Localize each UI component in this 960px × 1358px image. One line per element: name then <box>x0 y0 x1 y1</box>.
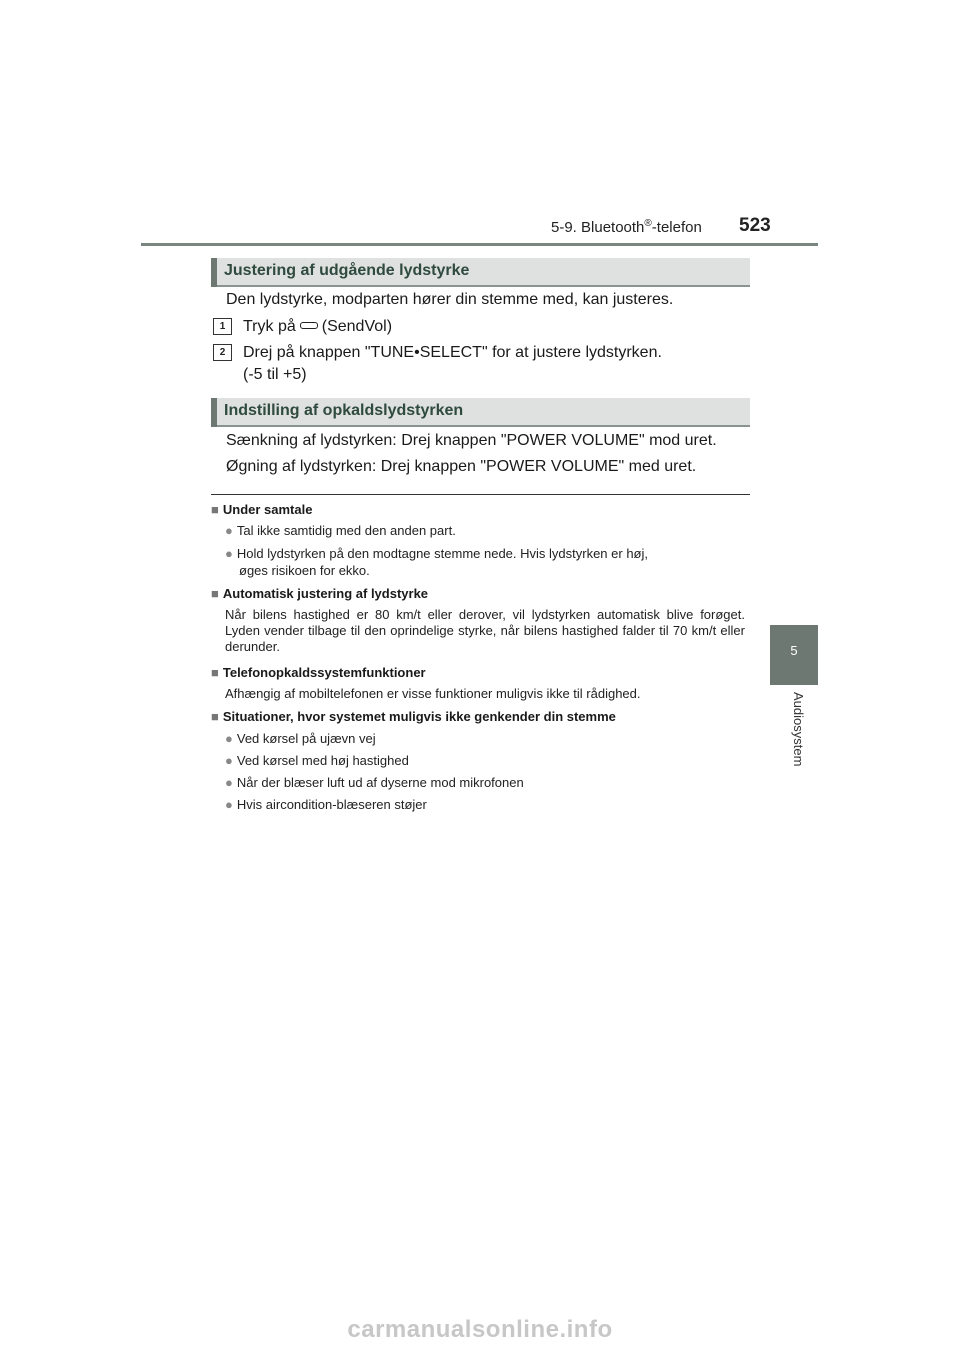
chapter-side-label: Audiosystem <box>791 692 806 767</box>
registered-mark: ® <box>644 218 652 229</box>
header-title-prefix: 5-9. Bluetooth <box>551 219 645 236</box>
round-bullet-icon: ● <box>225 731 233 746</box>
step-1-text <box>243 318 392 336</box>
round-bullet-icon: ● <box>225 775 233 790</box>
note-heading-text: Under samtale <box>222 502 313 517</box>
list-item-text: Hold lydstyrken på den modtagne stemme nede. Hvis lydstyrken er høj, <box>236 546 648 561</box>
step-number-2: 2 <box>213 344 232 361</box>
footer-watermark: carmanualsonline.info <box>347 1316 613 1343</box>
square-bullet-icon: ■ <box>211 709 219 724</box>
round-bullet-icon: ● <box>225 523 233 538</box>
header-title-suffix: -telefon <box>651 219 702 236</box>
note-heading <box>211 502 312 517</box>
list-item-text: Hvis aircondition-blæseren støjer <box>236 797 427 812</box>
list-item <box>225 775 524 790</box>
section-heading-bar <box>211 398 750 427</box>
round-bullet-icon: ● <box>225 797 233 812</box>
section-heading-bar <box>211 258 750 287</box>
note-heading <box>211 709 616 724</box>
section-intro: Den lydstyrke, modparten hører din stemme med, kan justeres. <box>226 291 674 308</box>
step-1-before: Tryk på <box>243 318 296 335</box>
list-item <box>225 545 745 579</box>
list-item <box>225 523 456 538</box>
section2-line2: Øgning af lydstyrken: Drej knappen "POWER VOLUME" med uret. <box>226 458 697 475</box>
list-item-text-cont: øges risikoen for ekko. <box>239 563 370 578</box>
header-rule <box>141 243 818 246</box>
send-volume-button-icon <box>300 322 318 329</box>
list-item <box>225 753 409 768</box>
round-bullet-icon: ● <box>225 753 233 768</box>
square-bullet-icon: ■ <box>211 665 219 680</box>
list-item <box>225 731 376 746</box>
step-number-1: 1 <box>213 318 232 335</box>
section2-line1: Sænkning af lydstyrken: Drej knappen "POWER VOLUME" mod uret. <box>226 432 717 449</box>
step-1-after: (SendVol) <box>321 318 393 335</box>
note-paragraph: Afhængig af mobiltelefonen er visse funktioner muligvis ikke til rådighed. <box>225 686 641 701</box>
list-item-text: Tal ikke samtidig med den anden part. <box>236 523 456 538</box>
round-bullet-icon: ● <box>225 546 233 561</box>
step-2-line2: (-5 til +5) <box>243 366 307 383</box>
list-item-text: Ved kørsel på ujævn vej <box>236 731 376 746</box>
chapter-tab: 5 <box>770 625 818 685</box>
note-paragraph: Når bilens hastighed er 80 km/t eller derover, vil lydstyrken automatisk blive forøget. Lyden vender tilbage til den oprindelige styrke, når bilens hastighed falder til 70 km/t eller derunder. <box>225 607 745 654</box>
notes-divider <box>211 494 750 495</box>
section-heading: Indstilling af opkaldslydstyrken <box>224 402 464 419</box>
note-heading-text: Situationer, hvor systemet muligvis ikke genkender din stemme <box>222 709 616 724</box>
list-item <box>225 797 427 812</box>
note-heading <box>211 665 426 680</box>
list-item-text: Når der blæser luft ud af dyserne mod mikrofonen <box>236 775 524 790</box>
running-header <box>551 218 702 236</box>
note-heading-text: Telefonopkaldssystemfunktioner <box>222 665 426 680</box>
page-number: 523 <box>739 215 771 236</box>
list-item-text: Ved kørsel med høj hastighed <box>236 753 409 768</box>
section-heading: Justering af udgående lydstyrke <box>224 262 470 279</box>
note-heading-text: Automatisk justering af lydstyrke <box>222 586 429 601</box>
square-bullet-icon: ■ <box>211 586 219 601</box>
note-heading <box>211 586 428 601</box>
step-2-line1: Drej på knappen "TUNE•SELECT" for at justere lydstyrken. <box>243 344 662 361</box>
square-bullet-icon: ■ <box>211 502 219 517</box>
